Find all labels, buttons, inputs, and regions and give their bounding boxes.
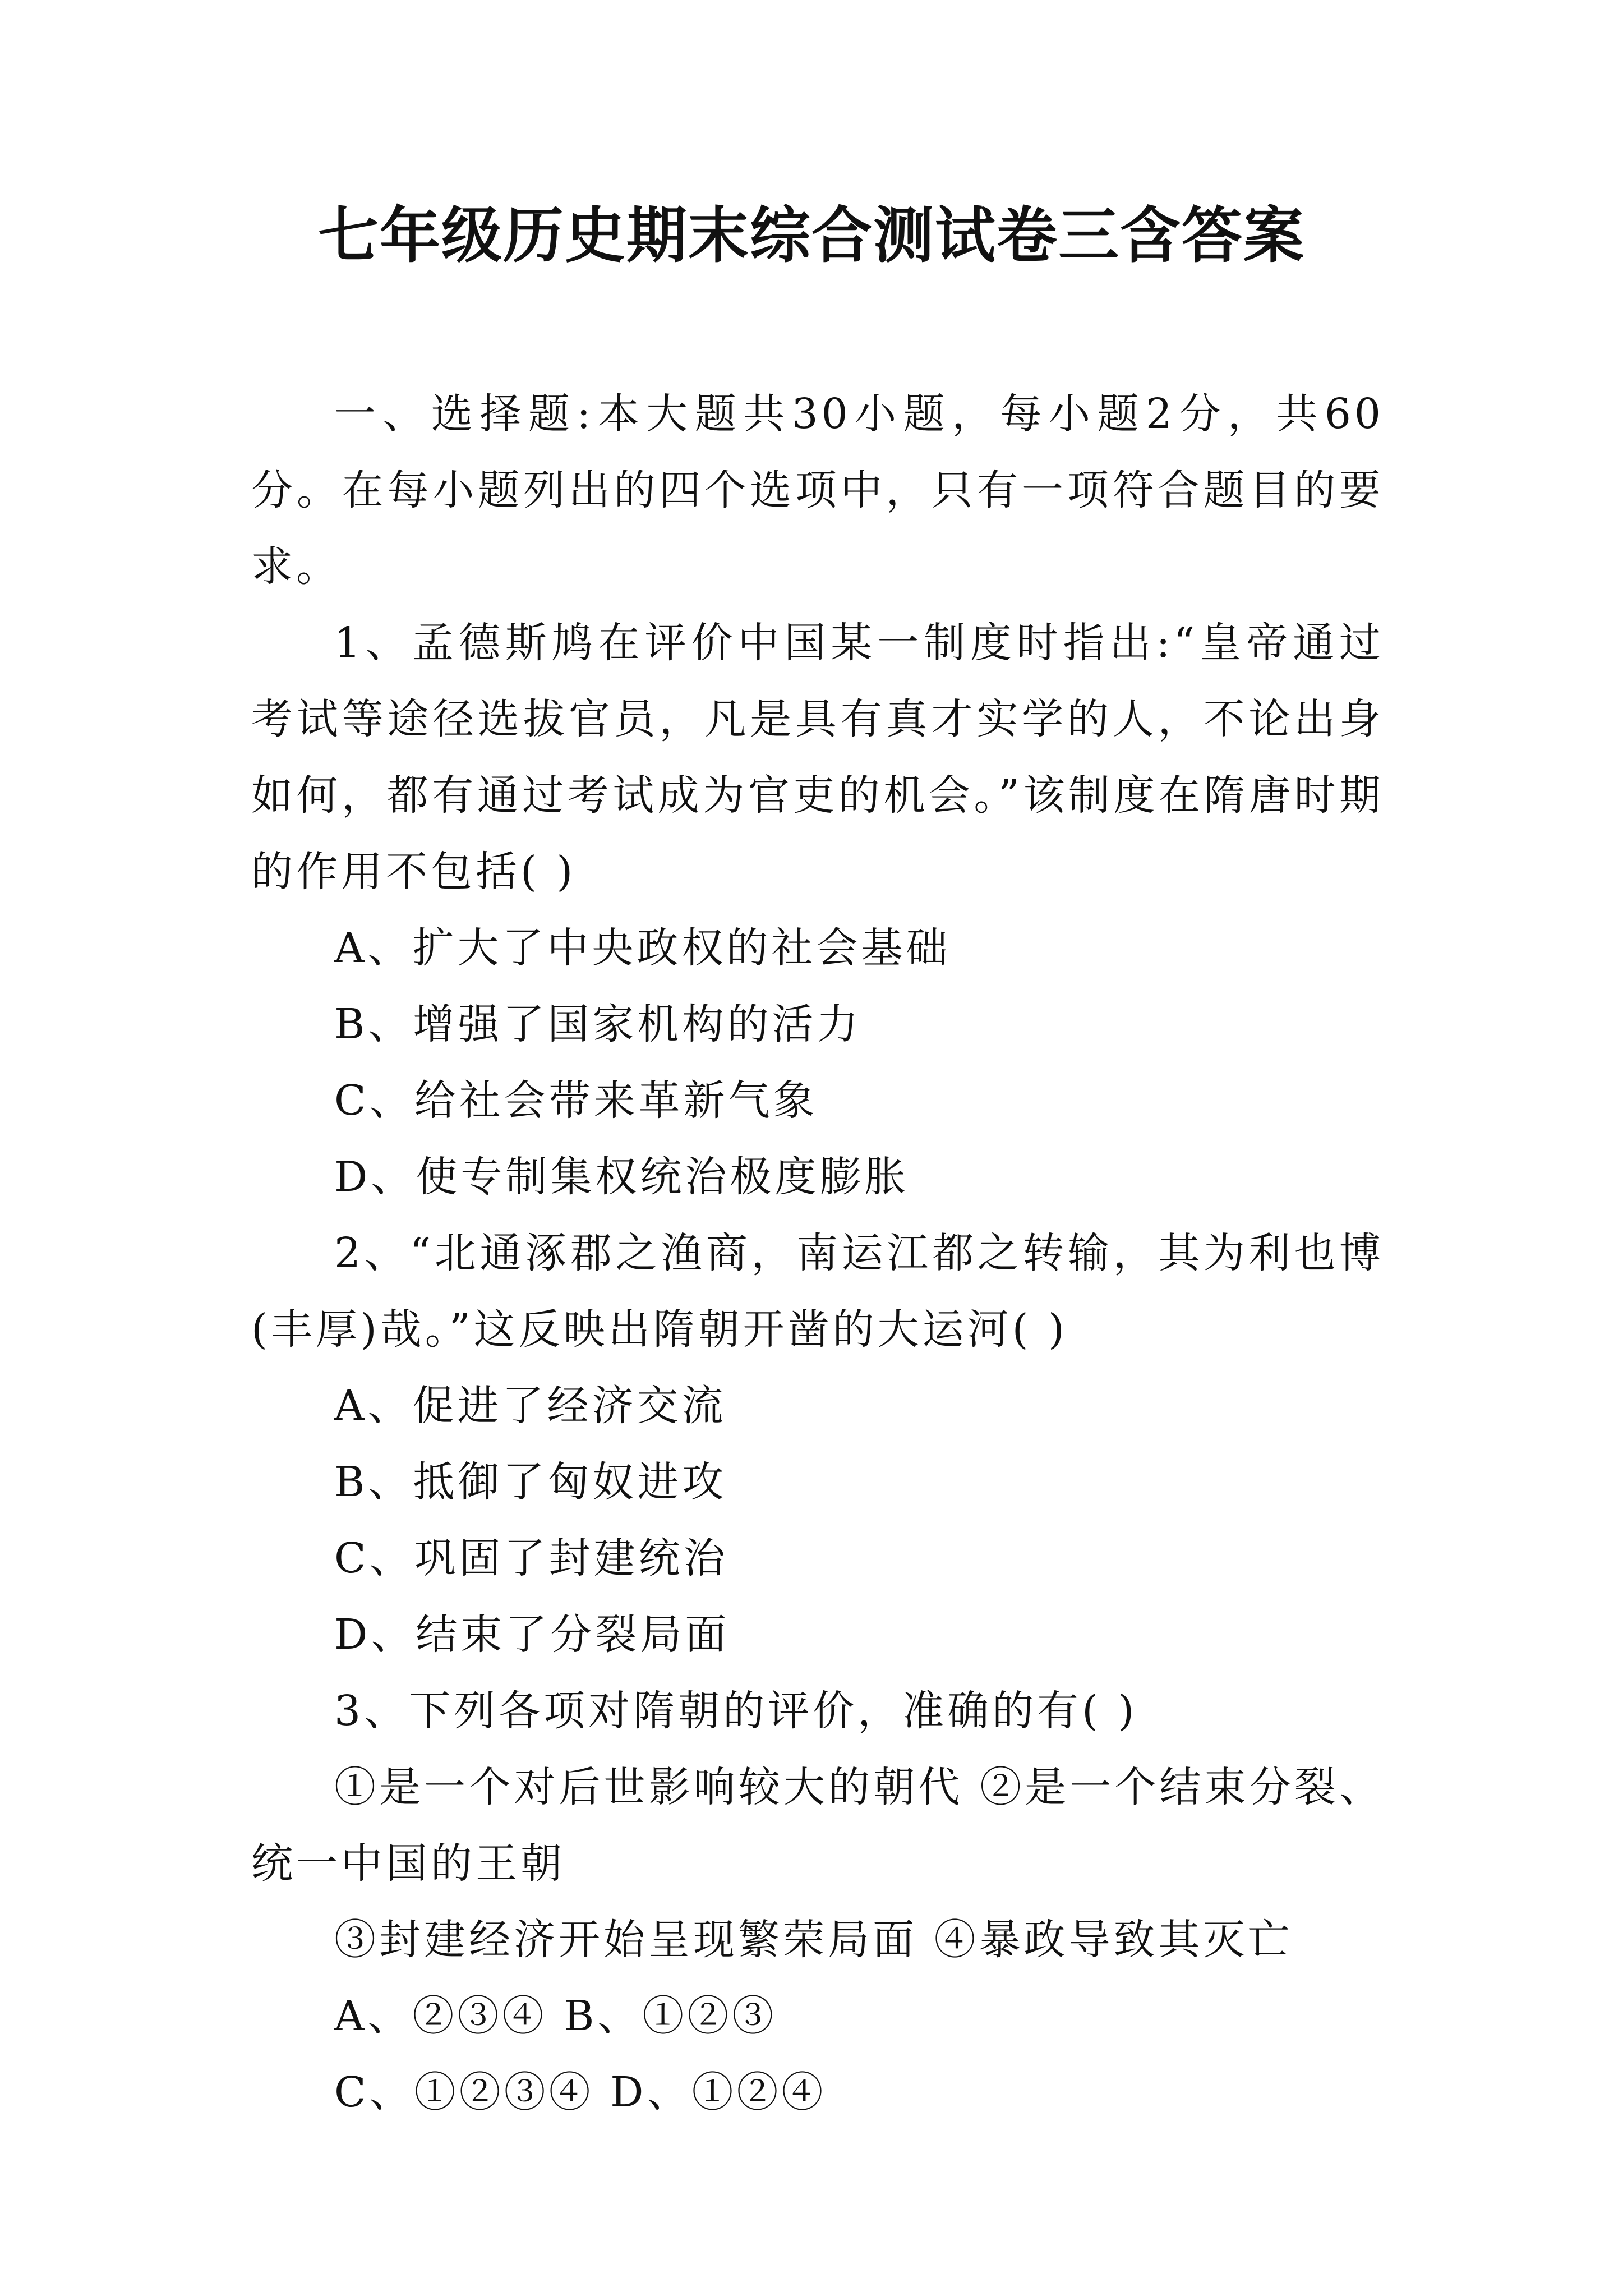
question-1-stem: 1、孟德斯鸠在评价中国某一制度时指出:“皇帝通过考试等途径选拔官员，凡是具有真才实学的人，不论出身如何，都有通过考试成为官吏的机会。”该制度在隋唐时期的作用不包括( ) (251, 619, 1384, 896)
question-2-option-a: A、促进了经济交流 (334, 1382, 727, 1430)
question-1-option-d: D、使专制集权统治极度膨胀 (334, 1153, 910, 1201)
question-2-option-c: C、巩固了封建统治 (334, 1534, 728, 1582)
question-2-option-b: B、抵御了匈奴进攻 (334, 1458, 727, 1506)
question-3-statement-1: ①是一个对后世影响较大的朝代 ②是一个结束分裂、统一中国的王朝 (251, 1763, 1384, 1888)
question-1-option-a: A、扩大了中央政权的社会基础 (334, 924, 951, 972)
question-3-statement-2: ③封建经济开始呈现繁荣局面 ④暴政导致其灭亡 (334, 1916, 1293, 1964)
question-3-options-row-1: A、②③④ B、①②③ (334, 1992, 777, 2040)
question-1-option-c: C、给社会带来革新气象 (334, 1076, 818, 1125)
page-title: 七年级历史期末综合测试卷三含答案 (317, 200, 1305, 271)
question-2-option-d: D、结束了分裂局面 (334, 1611, 730, 1659)
section-heading: 一、选择题:本大题共30小题，每小题2分，共60分。在每小题列出的四个选项中，只有一项符合题目的要求。 (251, 390, 1384, 591)
question-3-stem: 3、下列各项对隋朝的评价，准确的有( ) (334, 1687, 1138, 1735)
question-1-option-b: B、增强了国家机构的活力 (334, 1000, 862, 1048)
question-3-options-row-2: C、①②③④ D、①②④ (334, 2068, 827, 2116)
exam-content (251, 376, 1384, 2131)
question-2-stem: 2、“北通涿郡之渔商，南运江都之转输，其为利也博(丰厚)哉。”这反映出隋朝开凿的大运河( ) (251, 1229, 1384, 1354)
